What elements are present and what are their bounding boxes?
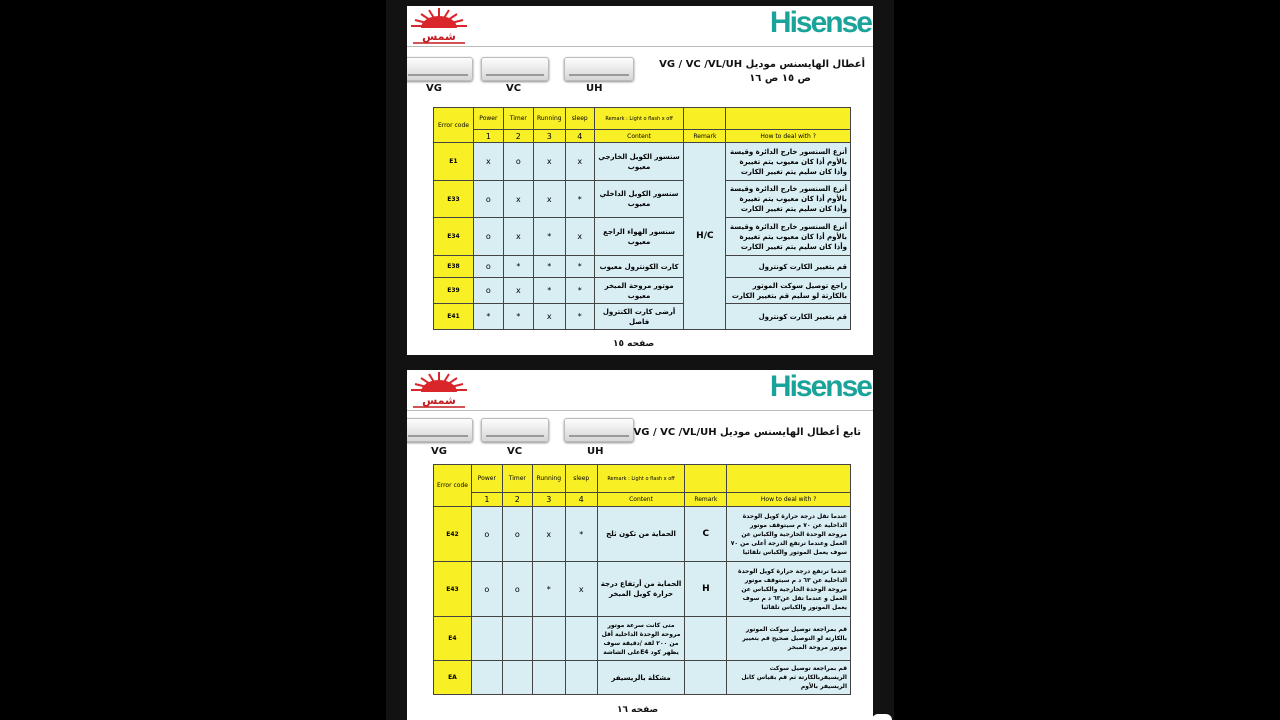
model-label-vg: VG <box>426 83 442 94</box>
content-cell: الحماية من تكون ثلج <box>597 507 685 562</box>
error-table-page15 <box>433 107 851 330</box>
table-row <box>434 507 851 562</box>
header-timer: Timer <box>502 465 532 493</box>
sun-logo-icon <box>407 6 471 46</box>
header-num-4: 4 <box>565 493 597 507</box>
sleep-cell: * <box>565 256 594 278</box>
header-running: Running <box>532 465 565 493</box>
remark-cell <box>685 617 727 661</box>
error-code-cell: E42 <box>434 507 472 562</box>
content-cell: متى كانت سرعة موتور مروحة الوحدة الداخلية أقل من ٢٠٠ لفة /دقيقة سوف يظهر كود E4على الشاشة <box>597 617 685 661</box>
timer-cell: o <box>502 507 532 562</box>
table-header-row <box>434 493 851 507</box>
error-code-cell: E43 <box>434 562 472 617</box>
running-cell: x <box>533 304 565 330</box>
timer-cell: x <box>503 181 533 218</box>
running-cell: * <box>533 256 565 278</box>
running-cell <box>532 617 565 661</box>
header-remark: Remark <box>684 130 726 143</box>
power-cell: x <box>473 143 503 181</box>
table-header-row <box>434 108 851 130</box>
brand-logo: Hisense <box>769 370 871 403</box>
content-cell: سنسور الكويل الداخلي معيوب <box>594 181 684 218</box>
error-code-cell: E34 <box>434 218 474 256</box>
table-row <box>434 181 851 218</box>
sleep-cell: * <box>565 507 597 562</box>
header-error-code: Error code <box>434 465 472 507</box>
header-num-2: 2 <box>502 493 532 507</box>
header-blank <box>727 465 851 493</box>
error-code-cell: E38 <box>434 256 474 278</box>
running-cell: * <box>532 562 565 617</box>
ac-unit-uh-image <box>564 57 634 81</box>
model-label-uh: UH <box>587 446 604 457</box>
sleep-cell: * <box>565 181 594 218</box>
sleep-cell: x <box>565 562 597 617</box>
header-num-1: 1 <box>473 130 503 143</box>
content-cell: كارت الكونترول معيوب <box>594 256 684 278</box>
timer-cell <box>502 661 532 695</box>
table-row <box>434 617 851 661</box>
content-cell: مشكلة بالريسيفر <box>597 661 685 695</box>
sleep-cell: * <box>565 304 594 330</box>
header-timer: Timer <box>503 108 533 130</box>
header-sleep: sleep <box>565 108 594 130</box>
content-cell: أرضى كارت الكنترول فاصل <box>594 304 684 330</box>
sleep-cell <box>565 617 597 661</box>
scroll-indicator <box>872 714 892 720</box>
timer-cell: x <box>503 218 533 256</box>
running-cell <box>532 661 565 695</box>
error-table-page16 <box>433 464 851 695</box>
page-title: أعطال الهايسنس موديل VG / VC /VL/UH <box>659 59 865 70</box>
error-code-cell: EA <box>434 661 472 695</box>
model-label-vc: VC <box>506 83 522 94</box>
table-row <box>434 562 851 617</box>
table-row <box>434 218 851 256</box>
header-content: Content <box>597 493 685 507</box>
timer-cell: x <box>503 278 533 304</box>
power-cell: o <box>473 278 503 304</box>
remark-cell: C <box>685 507 727 562</box>
header-num-2: 2 <box>503 130 533 143</box>
running-cell: * <box>533 278 565 304</box>
content-cell: موتور مروحة المبخر معيوب <box>594 278 684 304</box>
power-cell <box>471 617 502 661</box>
running-cell: x <box>533 143 565 181</box>
running-cell: * <box>533 218 565 256</box>
how-cell: عندما تقل درجة حرارة كويل الوحدة الداخلية عن ٧٠ م سيتوقف موتور مروحة الوحدة الخارجية والكباس عن العمل وعندما ترتفع الدرجة أعلى من ٧٠ سوف يعمل الموتور والكباس تلقائيا <box>727 507 851 562</box>
header-power: Power <box>471 465 502 493</box>
error-code-cell: E41 <box>434 304 474 330</box>
document-page-16 <box>407 370 873 720</box>
sleep-cell: x <box>565 218 594 256</box>
model-label-vc: VC <box>507 446 523 457</box>
timer-cell: o <box>503 143 533 181</box>
how-cell: أنزع السنسور خارج الدائرة وقيسة بالأوم أذا كان معيوب يتم تغييرة وأذا كان سليم يتم تغيير الكارت <box>726 181 851 218</box>
logo-text: شمس <box>422 394 456 407</box>
power-cell: o <box>473 181 503 218</box>
table-row <box>434 278 851 304</box>
timer-cell: o <box>502 562 532 617</box>
how-cell: قم بمراجعة توصيل سوكت الريسيفربالكارتة ثم قم بقياس كابل الريسيفر بالأوم <box>727 661 851 695</box>
ac-unit-vc-image <box>481 418 549 442</box>
error-code-cell: E1 <box>434 143 474 181</box>
header-num-3: 3 <box>533 130 565 143</box>
header-remark-legend: Remark : Light o flash x off <box>597 465 685 493</box>
header-num-4: 4 <box>565 130 594 143</box>
logo-text: شمس <box>422 30 456 43</box>
ac-unit-vc-image <box>481 57 549 81</box>
table-row <box>434 661 851 695</box>
running-cell: x <box>532 507 565 562</box>
remark-cell: H <box>685 562 727 617</box>
sleep-cell <box>565 661 597 695</box>
power-cell: o <box>473 218 503 256</box>
header-remark: Remark <box>685 493 727 507</box>
content-cell: الحماية من أرتفاع درجة حرارة كويل المبخر <box>597 562 685 617</box>
header-blank <box>726 108 851 130</box>
sun-logo-icon <box>407 370 471 410</box>
page-title: تابع أعطال الهايسنس موديل VG / VC /VL/UH <box>633 427 861 438</box>
header-error-code: Error code <box>434 108 474 143</box>
sleep-cell: x <box>565 143 594 181</box>
power-cell: o <box>471 562 502 617</box>
brand-logo: Hisense <box>769 6 871 39</box>
how-cell: عندما ترتفع درجة حرارة كويل الوحدة الداخلية عن ٦٣ د م سيتوقف موتور مروحة الوحدة الخارجية والكباس عن العمل و عندما تقل عن٦٣ د م سوف يعمل الموتور والكباس تلقائيا <box>727 562 851 617</box>
how-cell: قم بتغيير الكارت كونترول <box>726 256 851 278</box>
ac-unit-vg-image <box>407 418 473 442</box>
power-cell: * <box>473 304 503 330</box>
timer-cell <box>502 617 532 661</box>
remark-cell: H/C <box>684 143 726 330</box>
how-cell: قم بمراجعة توصيل سوكت الموتور بالكارتة لو التوصيل صحيح قم بتغيير موتور مروحة المبخر <box>727 617 851 661</box>
header-divider <box>407 410 873 411</box>
header-how: How to deal with ? <box>726 130 851 143</box>
power-cell: o <box>473 256 503 278</box>
header-num-3: 3 <box>532 493 565 507</box>
timer-cell: * <box>503 304 533 330</box>
header-sleep: sleep <box>565 465 597 493</box>
sleep-cell: * <box>565 278 594 304</box>
error-code-cell: E4 <box>434 617 472 661</box>
page-number: صفحه ١٥ <box>613 339 655 349</box>
content-cell: سنسور الكويل الخارجي معيوب <box>594 143 684 181</box>
running-cell: x <box>533 181 565 218</box>
header-content: Content <box>594 130 684 143</box>
error-code-cell: E39 <box>434 278 474 304</box>
header-num-1: 1 <box>471 493 502 507</box>
how-cell: راجع توصيل سوكت الموتور بالكارتة لو سليم قم بتغيير الكارت <box>726 278 851 304</box>
document-page-15 <box>407 6 873 355</box>
header-how: How to deal with ? <box>727 493 851 507</box>
header-remark-legend: Remark : Light o flash x off <box>594 108 684 130</box>
header-blank <box>685 465 727 493</box>
ac-unit-vg-image <box>407 57 473 81</box>
how-cell: قم بتغيير الكارت كونترول <box>726 304 851 330</box>
power-cell: o <box>471 507 502 562</box>
table-row <box>434 256 851 278</box>
page-number: صفحه ١٦ <box>617 705 659 715</box>
error-code-cell: E33 <box>434 181 474 218</box>
page-subtitle: ص ١٥ ص ١٦ <box>749 73 811 84</box>
model-label-uh: UH <box>586 83 603 94</box>
timer-cell: * <box>503 256 533 278</box>
table-header-row <box>434 130 851 143</box>
remark-cell <box>685 661 727 695</box>
how-cell: أنزع السنسور خارج الدائرة وقيسة بالأوم أذا كان معيوب يتم تغييرة وأذا كان سليم يتم تغيير الكارت <box>726 218 851 256</box>
header-power: Power <box>473 108 503 130</box>
header-blank <box>684 108 726 130</box>
content-cell: سنسور الهواء الراجع معيوب <box>594 218 684 256</box>
ac-unit-uh-image <box>564 418 634 442</box>
header-running: Running <box>533 108 565 130</box>
model-label-vg: VG <box>431 446 447 457</box>
table-row <box>434 304 851 330</box>
table-header-row <box>434 465 851 493</box>
power-cell <box>471 661 502 695</box>
header-divider <box>407 46 873 47</box>
table-row <box>434 143 851 181</box>
how-cell: أنزع السنسور خارج الدائرة وقيسة بالأوم أذا كان معيوب يتم تغييرة وأذا كان سليم يتم تغيير الكارت <box>726 143 851 181</box>
